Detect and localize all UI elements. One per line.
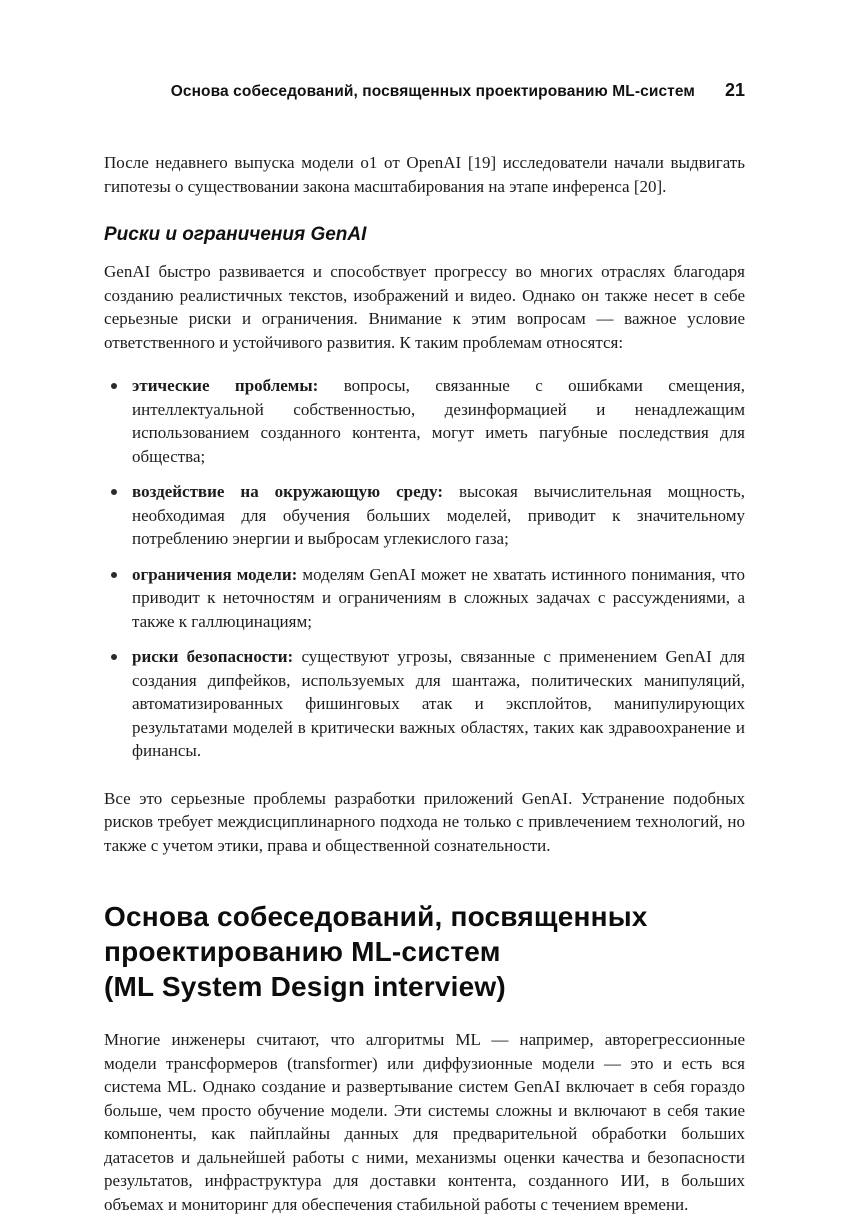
chapter-heading bbox=[104, 899, 745, 1004]
bullet-term: воздействие на окружающую среду: bbox=[132, 482, 443, 501]
bullet-term: риски безопасности: bbox=[132, 647, 294, 666]
risks-section-heading: Риски и ограничения GenAI bbox=[104, 224, 367, 245]
running-header bbox=[104, 80, 745, 101]
bullet-icon bbox=[111, 572, 117, 578]
main-section-paragraph: Многие инженеры считают, что алгоритмы ML — например, авторегрессионные модели трансформеров (transformer) или диффузионные модели — это и есть вся система ML. Однако создание и развертывание систем GenAI включает в себя гораздо больше, чем просто обучение модели. Эти системы сложны и включают в себя такие компоненты, как пайплайны данных для предварительной обработки больших датасетов и дальнейшей работы с ними, механизмы оценки качества и безопасности результатов, инфраструктура для доставки контента, созданного ИИ, в больших объемах и мониторинг для обеспечения стабильной работы с течением времени. bbox=[104, 1030, 745, 1214]
list-item bbox=[104, 645, 745, 763]
chapter-heading-line: Основа собеседований, посвященных bbox=[104, 901, 648, 932]
bullet-text: существуют угрозы, связанные с применением GenAI для создания дипфейков, используемых для шантажа, политических манипуляций, автоматизированных фишинговых атак и эксплойтов, манипулирующих результатами моделей в критически важных областях, таких как здравоохранение и финансы. bbox=[132, 647, 745, 760]
bullet-term: этические проблемы: bbox=[132, 376, 319, 395]
intro-paragraph: После недавнего выпуска модели o1 от OpenAI [19] исследователи начали выдвигать гипотезы о существовании закона масштабирования на этапе инференса [20]. bbox=[104, 153, 745, 196]
risks-bullet-list bbox=[104, 374, 745, 763]
list-item bbox=[104, 480, 745, 551]
bullet-text: высокая вычислительная мощность, необходимая для обучения больших моделей, приводит к значительному потреблению энергии и выбросам углекислого газа; bbox=[132, 482, 746, 548]
bullet-text: моделям GenAI может не хватать истинного понимания, что приводит к неточностям и ограничениям в сложных задачах с рассуждениями, а также к галлюцинациям; bbox=[132, 564, 745, 631]
bullet-icon bbox=[111, 654, 117, 660]
bullet-icon bbox=[111, 489, 117, 495]
risks-closing-paragraph: Все это серьезные проблемы разработки приложений GenAI. Устранение подобных рисков требует междисциплинарного подхода не только с привлечением технологий, но также с учетом этики, права и общественной сознательности. bbox=[104, 788, 745, 855]
risks-lead-paragraph: GenAI быстро развивается и способствует прогрессу во многих отраслях благодаря созданию реалистичных текстов, изображений и видео. Однако он также несет в себе серьезные риски и ограничения. Внимание к этим вопросам — важное условие ответственного и устойчивого развития. К таким проблемам относятся: bbox=[104, 262, 745, 352]
list-item bbox=[104, 563, 745, 634]
running-title: Основа собеседований, посвященных проектированию ML-систем bbox=[170, 83, 695, 100]
bullet-text: вопросы, связанные с ошибками смещения, интеллектуальной собственностью, дезинформацией и ненадлежащим использованием созданного контента, могут иметь пагубные последствия для общества; bbox=[132, 376, 746, 466]
chapter-heading-line: проектированию ML-систем bbox=[104, 936, 501, 967]
bullet-term: ограничения модели: bbox=[132, 564, 298, 584]
list-item bbox=[104, 374, 745, 468]
page-number: 21 bbox=[724, 80, 745, 100]
bullet-icon bbox=[111, 383, 117, 389]
chapter-heading-line: (ML System Design interview) bbox=[104, 971, 506, 1002]
